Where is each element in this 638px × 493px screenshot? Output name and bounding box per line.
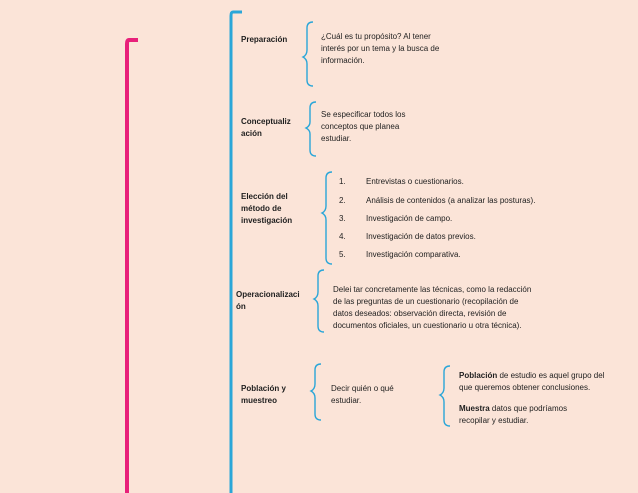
item-num: 3. (339, 214, 346, 223)
brace-operacionalizacion (314, 270, 324, 332)
item-text: Investigación comparativa. (366, 250, 461, 259)
brace-eleccion (322, 172, 332, 264)
label-eleccion: Elección del método de investigación (241, 192, 293, 225)
item-text: Investigación de campo. (366, 214, 453, 223)
label-preparacion: Preparación (241, 35, 288, 44)
item-text: Investigación de datos previos. (366, 232, 476, 241)
brace-poblacion (311, 364, 321, 420)
brace-poblacion-sub (440, 366, 450, 426)
item-text: Entrevistas o cuestionarios. (366, 177, 464, 186)
text-operacionalizacion: Delei tar concretamente las técnicas, como la redacción de las preguntas de un cuestionario (recopilación de datos deseados: observación directa, revisión de documentos oficiales, un cuestionario u otra técnica). (333, 285, 532, 330)
label-poblacion: Población y muestreo (241, 384, 286, 405)
item-num: 5. (339, 250, 346, 259)
text-muestra-def (459, 403, 599, 427)
label-operacionalizacion: Operacionalizaci ón (236, 290, 300, 311)
item-num: 4. (339, 232, 346, 241)
main-brace (127, 40, 138, 493)
section-brace (231, 12, 242, 493)
term-poblacion: Población (459, 371, 498, 380)
text-conceptualizacion: Se especificar todos los conceptos que planea estudiar. (321, 110, 406, 143)
term-muestra: Muestra (459, 404, 490, 413)
def-muestra: datos que podríamos recopilar y estudiar. (459, 404, 568, 425)
item-num: 2. (339, 196, 346, 205)
def-poblacion: de estudio es aquel grupo del que queremos obtener conclusiones. (459, 371, 605, 392)
item-text: Análisis de contenidos (a analizar las posturas). (366, 196, 536, 205)
text-poblacion: Decir quién o qué estudiar. (331, 384, 394, 405)
label-conceptualizacion: Conceptualiz ación (241, 117, 291, 138)
brace-preparacion (303, 22, 313, 86)
item-num: 1. (339, 177, 346, 186)
text-poblacion-def (459, 370, 619, 394)
brace-conceptualizacion (306, 102, 316, 156)
text-preparacion: ¿Cuál es tu propósito? Al tener interés por un tema y la busca de información. (321, 32, 440, 65)
